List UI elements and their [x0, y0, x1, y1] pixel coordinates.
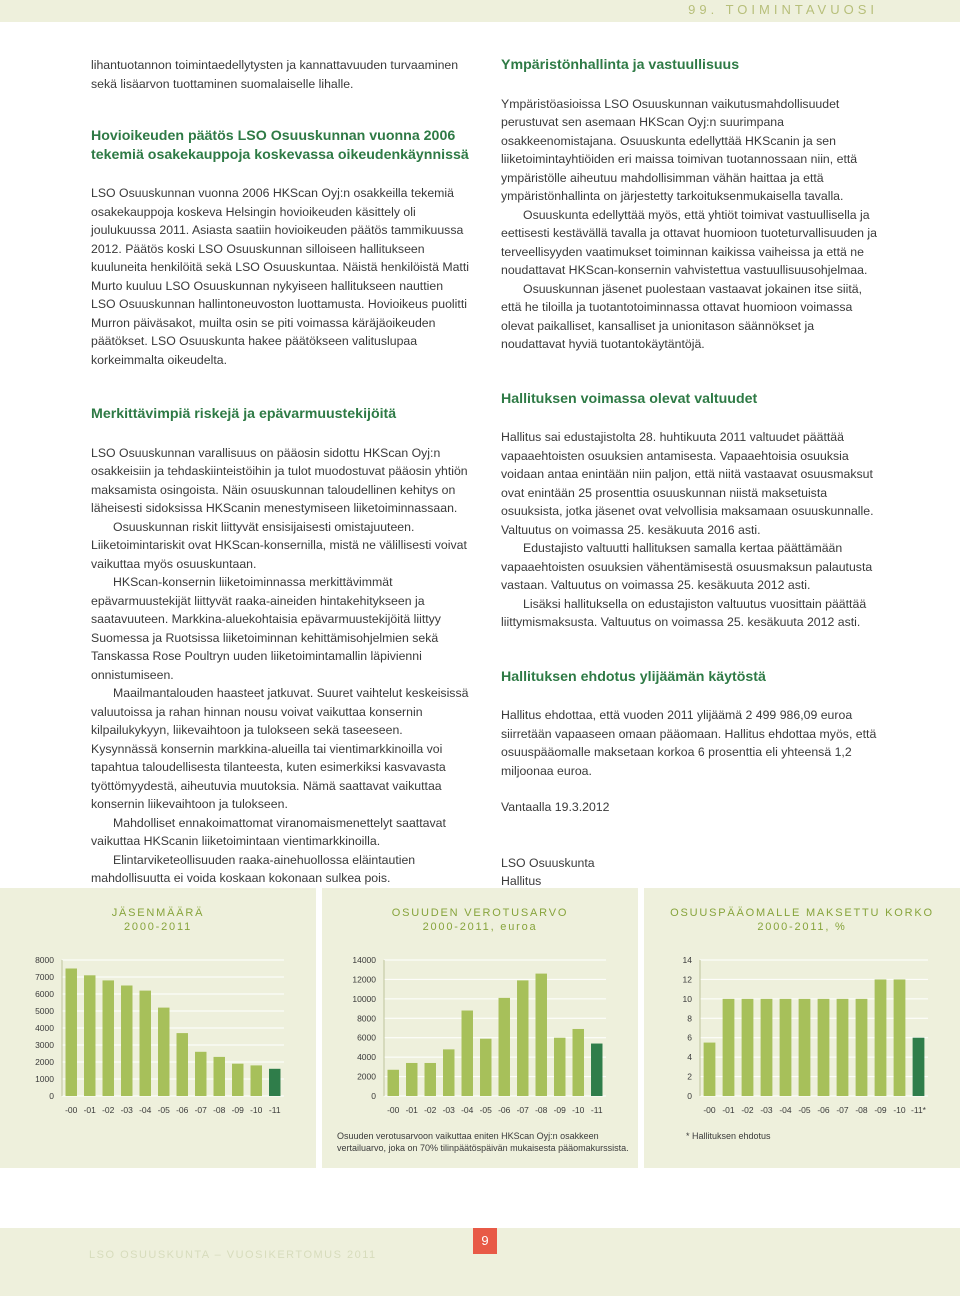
- x-tick-label: -08: [855, 1105, 868, 1115]
- tax-value-chart: [322, 888, 638, 1168]
- x-tick-label: -07: [516, 1105, 529, 1115]
- bar--05: [480, 1039, 491, 1096]
- interest-chart: [644, 888, 960, 1168]
- x-tick-label: -04: [779, 1105, 792, 1115]
- members-chart: [0, 888, 316, 1168]
- section-label: 99. TOIMINTAVUOSI: [688, 2, 878, 17]
- x-tick-label: -08: [213, 1105, 226, 1115]
- x-tick-label: -11*: [911, 1105, 926, 1115]
- bar--08: [536, 974, 547, 1096]
- bar--06: [499, 998, 510, 1096]
- tax-value-chart-title: OSUUDEN VEROTUSARVO 2000-2011, euroa: [391, 907, 569, 933]
- y-tick-label: 7000: [35, 972, 54, 982]
- court-decision-heading: Hovioikeuden päätös LSO Osuuskunnan vuonna 2006 tekemiä osakekauppoja koskevassa oikeudenkäynnissä: [91, 128, 469, 163]
- y-tick-label: 8000: [357, 1013, 376, 1024]
- bar--02: [103, 980, 114, 1096]
- y-tick-label: 2000: [35, 1057, 54, 1067]
- y-tick-label: 4: [687, 1052, 692, 1063]
- environment-heading: Ympäristönhallinta ja vastuullisuus: [501, 57, 740, 73]
- risks-heading: Merkittävimpiä riskejä ja epävarmuustekijöitä: [91, 406, 397, 422]
- risks-paragraph-1: LSO Osuuskunnan varallisuus on pääosin sidottu HKScan Oyj:n osakkeisiin ja tehdaskiinteistöihin ja tulot muodostuvat pääosin yhtiön maksamista osingoista. Näin osuuskunnan taloudellinen kehitys on läheisesti sidoksissa HKScanin menestymiseen liiketoiminnassaan.: [91, 445, 468, 515]
- x-tick-label: -11: [268, 1105, 281, 1115]
- interest-chart-title: OSUUSPÄÄOMALLE MAKSETTU KORKO 2000-2011, %: [670, 907, 934, 933]
- x-tick-label: -03: [760, 1105, 773, 1115]
- x-tick-label: -06: [498, 1105, 511, 1115]
- bar--02: [742, 999, 754, 1096]
- bar--03: [443, 1049, 454, 1096]
- y-tick-label: 6000: [35, 989, 54, 999]
- authorizations-heading: Hallituksen voimassa olevat valtuudet: [501, 390, 758, 407]
- right-column: [501, 56, 879, 891]
- bar--05: [158, 1008, 169, 1096]
- bar--10: [251, 1065, 262, 1096]
- members-chart-title: JÄSENMÄÄRÄ 2000-2011: [111, 907, 205, 933]
- x-tick-label: -07: [836, 1105, 849, 1115]
- x-tick-label: -01: [405, 1105, 418, 1115]
- bar--04: [140, 991, 151, 1096]
- signature-org: LSO Osuuskunta: [501, 855, 595, 870]
- left-column: [91, 56, 469, 888]
- x-tick-label: -09: [874, 1105, 887, 1115]
- x-tick-label: -00: [703, 1105, 716, 1115]
- risks-paragraph-2: Osuuskunnan riskit liittyvät ensisijaisesti omistajuuteen. Liiketoimintariskit ovat HKScan-konsernilla, mistä ne välillisesti voivat vaikuttaa myös osuuskuntaan.: [91, 519, 467, 571]
- risks-paragraph-4: Maailmantalouden haasteet jatkuvat. Suuret vaihtelut keskeisissä valuutoissa ja rahan hinnan nousu voivat vaikuttaa konsernin kilpailukykyyn, liikevaihtoon ja tulokseen sekä taseeseen. Kysynnässä konsernin markkina-alueilla tai vientimarkkinoilla voi tapahtua taloudellisesta tilanteesta, kuten esimerkiksi kasvavasta työttömyydestä, aiheutuvia muutoksia. Nämä saattavat vaikuttaa konsernin liikevaihtoon ja tulokseen.: [91, 686, 469, 811]
- x-tick-label: -02: [424, 1105, 437, 1115]
- surplus-paragraph: Hallitus ehdottaa, että vuoden 2011 ylijäämä 2 499 986,09 euroa siirretään vapaaseen omaan pääomaan. Hallitus ehdottaa myös, että osuuspääomalle maksetaan korkoa 6 prosenttia eli yhteensä 1,2 miljoonaa euroa.: [501, 708, 877, 778]
- x-tick-label: -01: [722, 1105, 735, 1115]
- x-tick-label: -07: [194, 1105, 207, 1115]
- bar--09: [554, 1038, 565, 1096]
- bar--01: [406, 1063, 417, 1096]
- bar--07: [517, 980, 528, 1096]
- bar--04: [462, 1011, 473, 1096]
- y-tick-label: 5000: [35, 1006, 54, 1016]
- y-tick-label: 2: [687, 1071, 692, 1082]
- bar--00: [66, 969, 77, 1097]
- y-tick-label: 4000: [357, 1052, 376, 1063]
- x-tick-label: -05: [479, 1105, 492, 1115]
- interest-note: * Hallituksen ehdotus: [686, 1131, 771, 1141]
- x-tick-label: -00: [387, 1105, 400, 1115]
- y-tick-label: 12000: [352, 974, 376, 985]
- x-tick-label: -04: [461, 1105, 474, 1115]
- risks-paragraph-5: Mahdolliset ennakoimattomat viranomaismenettelyt saattavat vaikuttaa HKScanin liiketoimintaan vientimarkkinoilla.: [91, 815, 446, 848]
- bar--10: [573, 1029, 584, 1096]
- bar--06: [177, 1033, 188, 1096]
- y-tick-label: 6000: [357, 1032, 376, 1043]
- bar--08: [214, 1057, 225, 1096]
- bar--11: [269, 1069, 280, 1096]
- bar--02: [425, 1063, 436, 1096]
- top-band: [0, 0, 960, 22]
- tax-value-note: Osuuden verotusarvoon vaikuttaa eniten HKScan Oyj:n osakkeen vertailuarvo, joka on 70% tilinpäätöspäivän mukaisesta pääomakurssista.: [337, 1131, 629, 1153]
- authorizations-paragraph-3: Lisäksi hallituksella on edustajiston valtuutus vuosittain päättää liittymismaksusta. Valtuutus on voimassa 25. kesäkuuta 2012 asti.: [501, 596, 867, 629]
- bar--07: [837, 999, 849, 1096]
- x-tick-label: -10: [250, 1105, 263, 1115]
- x-tick-label: -03: [120, 1105, 133, 1115]
- y-tick-label: 4000: [35, 1023, 54, 1033]
- authorizations-paragraph-2: Edustajisto valtuutti hallituksen samalla kertaa päättämään vapaaehtoisten osuuksien vähentämisestä osuusmaksun palautusta vastaan. Valtuutus on voimassa 25. kesäkuuta 2012 asti.: [501, 541, 873, 592]
- y-tick-label: 14000: [352, 955, 376, 965]
- x-tick-label: -03: [442, 1105, 455, 1115]
- signature-board: Hallitus: [501, 874, 542, 888]
- y-tick-label: 6: [687, 1032, 692, 1043]
- charts-area: [0, 888, 960, 1168]
- x-tick-label: -11: [590, 1105, 603, 1115]
- x-tick-label: -00: [65, 1105, 78, 1115]
- x-tick-label: -09: [553, 1105, 566, 1115]
- bar--07: [195, 1052, 206, 1096]
- x-tick-label: -04: [139, 1105, 152, 1115]
- interest-chart-panel: [644, 888, 960, 1168]
- bar--00: [388, 1070, 399, 1096]
- y-tick-label: 1000: [35, 1074, 54, 1084]
- y-tick-label: 2000: [357, 1071, 376, 1082]
- y-tick-label: 12: [682, 974, 692, 985]
- y-tick-label: 0: [687, 1091, 692, 1101]
- bar--09: [875, 979, 887, 1096]
- authorizations-paragraph-1: Hallitus sai edustajistolta 28. huhtikuuta 2011 valtuudet päättää vapaaehtoisten osuuksien antamisesta. Vapaaehtoisia osuuksia voidaan antaa enintään niin paljon, että niitä vastaavat osuusmaksut ovat enintään 25 prosenttia osuuskunnan niistä maksetuista osuuksista, jotka jäsenet ovat velvollisia maksamaan osuuskunnalle. Valtuutus on voimassa 25. kesäkuuta 2016 asti.: [501, 430, 874, 537]
- x-tick-label: -05: [157, 1105, 170, 1115]
- bar--00: [704, 1043, 716, 1096]
- x-tick-label: -09: [231, 1105, 244, 1115]
- y-tick-label: 0: [371, 1091, 376, 1101]
- members-chart-panel: [0, 888, 316, 1168]
- y-tick-label: 8000: [35, 955, 54, 965]
- x-tick-label: -06: [176, 1105, 189, 1115]
- bar--04: [780, 999, 792, 1096]
- y-tick-label: 14: [682, 955, 692, 965]
- surplus-heading: Hallituksen ehdotus ylijäämän käytöstä: [501, 668, 766, 685]
- footer: [0, 1228, 960, 1296]
- bar--06: [818, 999, 830, 1096]
- bar--08: [856, 999, 868, 1096]
- place-date: Vantaalla 19.3.2012: [501, 800, 610, 814]
- x-tick-label: -08: [535, 1105, 548, 1115]
- x-tick-label: -10: [893, 1105, 906, 1115]
- y-tick-label: 0: [49, 1091, 54, 1101]
- bar--10: [894, 979, 906, 1096]
- bar--09: [232, 1064, 243, 1096]
- environment-paragraph-2: Osuuskunta edellyttää myös, että yhtiöt toimivat vastuullisella ja eettisesti kestävällä tavalla ja ottavat huomioon tuoteturvallisuuden ja terveellisyyden vaatimukset toiminnan kaikissa vaiheissa ja että ne noudattavat HKScan-konsernin vahvistettua vastuullisuusohjelmaa.: [501, 207, 877, 277]
- x-tick-label: -01: [83, 1105, 96, 1115]
- bar--05: [799, 999, 811, 1096]
- y-tick-label: 10000: [352, 993, 376, 1004]
- page-number: 9: [473, 1228, 497, 1254]
- x-tick-label: -02: [102, 1105, 115, 1115]
- risks-paragraph-3: HKScan-konsernin liiketoiminnassa merkittävimmät epävarmuustekijät liittyvät raaka-aineiden hintakehitykseen ja saatavuuteen. Markkina-aluekohtaisia epävarmuustekijöitä liittyy Suomessa ja Ruotsissa liiketoiminnan kehittämisohjelmien sekä Tanskassa Rose Poultryn uuden liiketoimintamallin läpivienni onnistumiseen.: [91, 575, 441, 682]
- x-tick-label: -10: [572, 1105, 585, 1115]
- y-tick-label: 10: [682, 993, 692, 1004]
- footer-text: LSO OSUUSKUNTA – VUOSIKERTOMUS 2011: [89, 1249, 377, 1261]
- bar--01: [723, 999, 735, 1096]
- y-tick-label: 8: [687, 1013, 692, 1024]
- environment-paragraph-1: Ympäristöasioissa LSO Osuuskunnan vaikutusmahdollisuudet perustuvat sen asemaan HKScan Oyj:n suurimpana osakkeenomistajana. Osuuskunta edellyttää HKScanin ja sen liiketoimintayhtiöiden eri maissa toimivan tuotannossaan niin, että ympäristölle aiheutuu mahdollisimman vähän haittaa ja että ympäristönhallinta on järjestetty tarkoituksenmukaisella tavalla.: [501, 96, 858, 203]
- bar--11*: [913, 1038, 925, 1096]
- x-tick-label: -06: [817, 1105, 830, 1115]
- x-tick-label: -05: [798, 1105, 811, 1115]
- court-decision-paragraph: LSO Osuuskunnan vuonna 2006 HKScan Oyj:n osakkeilla tekemiä osakekauppoja koskeva Helsingin hovioikeuden käsittely oli joulukuussa 2011. Asiasta saatiin hovioikeuden päätös tammikuussa 2012. Päätös koski LSO Osuuskunnan silloiseen hallitukseen kuuluneita henkilöitä sekä LSO Osuuskuntaa. Näistä henkilöistä Matti Murto kuuluu LSO Osuuskunnan nykyiseen hallitukseen nauttien LSO Osuuskunnan hallintoneuvoston luottamusta. Hovioikeus puolitti Murron päiväsakot, muilta osin se piti voimassa käräjäoikeuden päätökset. LSO Osuuskunta hakee päätökseen valituslupaa korkeimmalta oikeudelta.: [91, 186, 469, 367]
- y-tick-label: 3000: [35, 1040, 54, 1050]
- bar--03: [121, 986, 132, 1097]
- tax-value-chart-panel: [322, 888, 638, 1168]
- x-tick-label: -02: [741, 1105, 754, 1115]
- bar--03: [761, 999, 773, 1096]
- bar--11: [591, 1044, 602, 1096]
- environment-paragraph-3: Osuuskunnan jäsenet puolestaan vastaavat jokainen itse siitä, että he tiloilla ja tuotantotoiminnassa ottavat huomioon voimassa olevat paikalliset, kansalliset ja unionitason säännökset ja noudattavat hyviä tuotantokäytäntöjä.: [501, 281, 863, 351]
- risks-paragraph-6: Elintarviketeollisuuden raaka-ainehuollossa eläintautien mahdollisuutta ei voida koskaan kokonaan sulkea pois.: [91, 852, 416, 885]
- bar--01: [84, 975, 95, 1096]
- intro-paragraph: lihantuotannon toimintaedellytysten ja kannattavuuden turvaaminen sekä lisäarvon tuottaminen suomalaiselle lihalle.: [91, 58, 459, 91]
